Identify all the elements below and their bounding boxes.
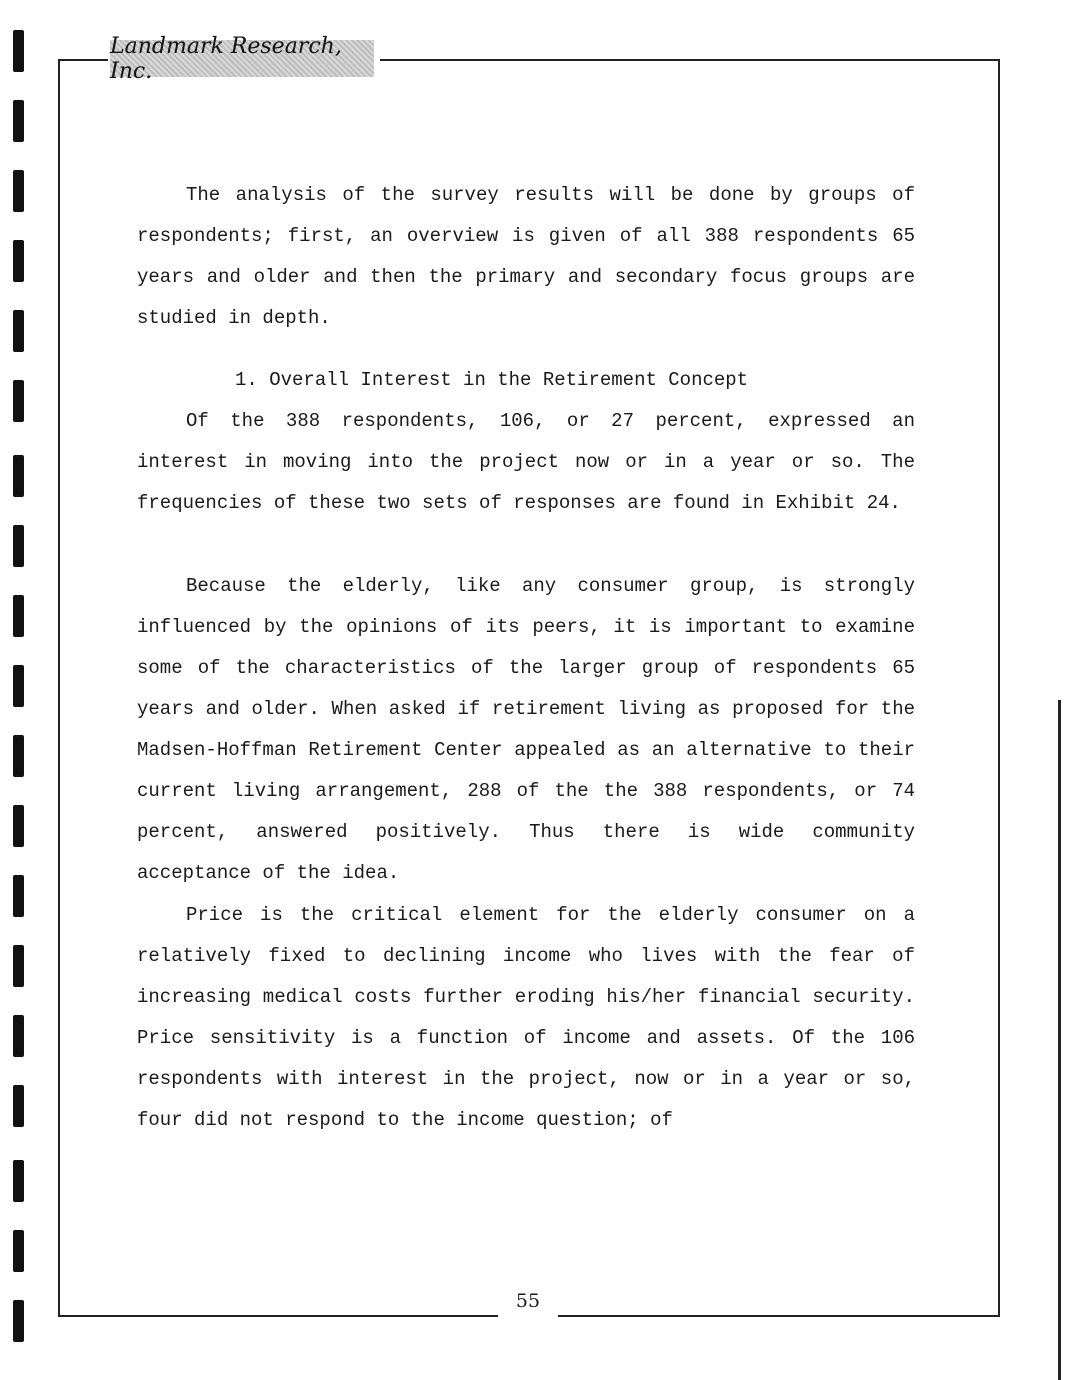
binder-hole [13,735,24,777]
frame-border-left [58,59,60,1317]
binder-hole [13,30,24,72]
frame-border-bottom-right [558,1315,1000,1317]
binder-hole [13,1300,24,1342]
frame-border-right [998,59,1000,1317]
frame-border-bottom-left [58,1315,498,1317]
binder-hole [13,1085,24,1127]
body-paragraph-3 [137,566,915,894]
binder-hole [13,310,24,352]
paragraph-text: The analysis of the survey results will be done by groups of respondents; first, an overview is given of all 388 respondents 65 years and older and then the primary and secondary focus groups are studied in depth. [137,184,915,329]
frame-border-top-right [380,59,1000,61]
binder-hole [13,945,24,987]
body-paragraph-4 [137,895,915,1141]
binder-hole [13,595,24,637]
binder-hole [13,380,24,422]
body-paragraph-2 [137,401,915,524]
page-number: 55 [515,1290,541,1312]
section-heading: 1. Overall Interest in the Retirement Concept [235,369,749,391]
binder-hole [13,875,24,917]
binder-hole [13,455,24,497]
body-paragraph-1 [137,175,915,339]
binder-hole [13,1230,24,1272]
binder-hole [13,525,24,567]
binder-hole [13,1015,24,1057]
paragraph-text: Price is the critical element for the elderly consumer on a relatively fixed to declining income who lives with the fear of increasing medical costs further eroding his/her financial security. Price sensitivity is a function of income and assets. Of the 106 respondents with interest in the project, now or in a year or so, four did not respond to the income question; of [137,904,915,1131]
paragraph-text: Of the 388 respondents, 106, or 27 percent, expressed an interest in moving into the project now or in a year or so. The frequencies of these two sets of responses are found in Exhibit 24. [137,410,915,514]
frame-border-top-left [58,59,108,61]
binder-hole [13,805,24,847]
page-edge-line [1058,700,1061,1380]
binder-hole [13,100,24,142]
paragraph-text: Because the elderly, like any consumer group, is strongly influenced by the opinions of its peers, it is important to examine some of the characteristics of the larger group of respondents 65 years and older. When asked if retirement living as proposed for the Madsen-Hoffman Retirement Center appealed as an alternative to their current living arrangement, 288 of the the 388 respondents, or 74 percent, answered positively. Thus there is wide community acceptance of the idea. [137,575,915,884]
binder-holes [13,0,25,1380]
binder-hole [13,240,24,282]
section-heading-block [137,360,915,401]
company-logo: Landmark Research, Inc. [110,40,374,77]
binder-hole [13,170,24,212]
binder-hole [13,665,24,707]
binder-hole [13,1160,24,1202]
